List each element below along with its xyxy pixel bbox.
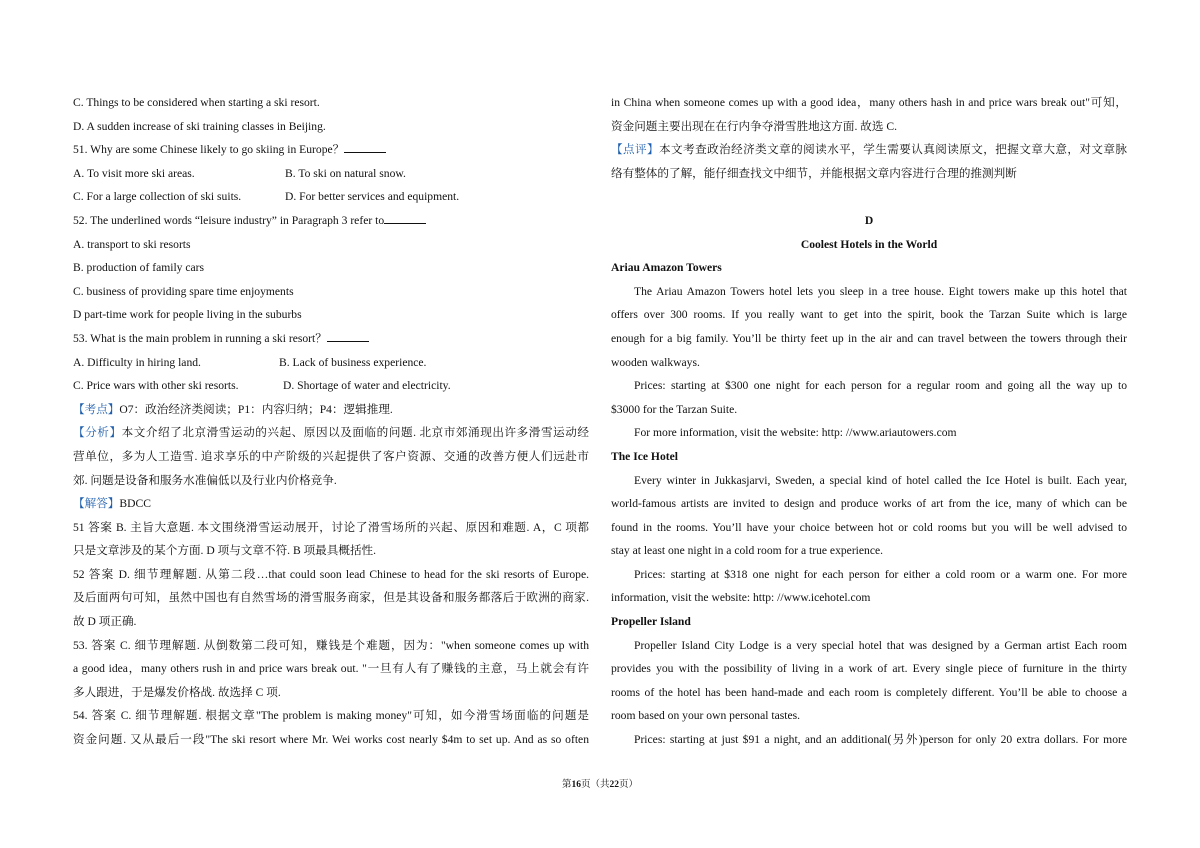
ariau-website: For more information, visit the website: http: //www.ariautowers.com — [634, 426, 957, 440]
option-50c: C. Things to be considered when starting a ski resort. — [73, 96, 320, 109]
propeller-line-4: room based on your own personal tastes. — [611, 709, 801, 723]
section-letter: D — [864, 213, 874, 227]
propeller-prices-line-1: Prices: starting at just $91 a night, and an additional(另外)person for only 20 extra dollars. For more — [634, 733, 1127, 747]
propeller-line-1: Propeller Island City Lodge is a very special hotel that was designed by a German artist Each room — [634, 638, 1127, 652]
answer-54-line-4: 资金问题主要出现在在行内争夺滑雪胜地这方面. 故选 C. — [611, 119, 897, 133]
answer-54-line-2: 资金问题. 又从最后一段"The ski resort where Mr. Wei works cost nearly $4m to set up. And as so often — [73, 733, 589, 747]
option-53b: B. Lack of business experience. — [279, 355, 427, 369]
answer-blank — [384, 211, 426, 224]
fenxi-tag: 【分析】 — [73, 426, 122, 440]
page-total: 22 — [609, 780, 619, 790]
option-52c: C. business of providing spare time enjoyments — [73, 284, 294, 298]
answer-52-line-3: 故 D 项正确. — [73, 615, 137, 629]
hotel-heading-ice: The Ice Hotel — [611, 449, 678, 463]
option-51d: D. For better services and equipment. — [285, 190, 460, 204]
dianping-line-1: 【点评】本文考查政治经济类文章的阅读水平，学生需要认真阅读原文，把握文章大意，对文章脉 — [611, 143, 1127, 157]
right-column — [611, 91, 1127, 752]
question-53: 53. What is the main problem in running a ski resort？ — [73, 327, 589, 351]
ice-line-1: Every winter in Jukkasjarvi, Sweden, a special kind of hotel called the Ice Hotel is built. Each year, — [634, 473, 1127, 487]
dianping-tag: 【点评】 — [611, 143, 660, 157]
answer-53-line-2: a good idea，many others rush in and price wars break out. "一旦有人有了赚钱的主意，马上就会有许 — [73, 662, 589, 676]
question-51: 51. Why are some Chinese likely to go skiing in Europe？ — [73, 138, 589, 162]
answer-52-line-1: 52 答案 D. 细节理解题. 从第二段…that could soon lead Chinese to head for the ski resorts of Europe. — [73, 567, 589, 581]
ice-prices-line-1: Prices: starting at $318 one night for each person for either a cold room or a warm one. For more — [634, 567, 1127, 581]
options-51cd — [73, 185, 589, 209]
jieda-line: 【解答】BDCC — [73, 497, 151, 511]
options-53cd — [73, 374, 589, 398]
answer-54-line-1: 54. 答案 C. 细节理解题. 根据文章"The problem is making money"可知，如今滑雪场面临的问题是 — [73, 709, 589, 723]
answer-52-line-2: 及后面两句可知，虽然中国也有自然雪场的滑雪服务商家，但是其设备和服务都落后于欧洲的商家. — [73, 591, 589, 605]
ice-line-4: stay at least one night in a cold room for a true experience. — [611, 544, 884, 558]
passage-title: Coolest Hotels in the World — [800, 237, 938, 251]
answer-51-line-2: 只是文章涉及的某个方面. D 项与文章不符. B 项最具概括性. — [73, 544, 377, 558]
page-number: 16 — [571, 780, 581, 790]
page-footer: 第16页（共22页） — [561, 780, 639, 790]
option-53a: A. Difficulty in hiring land. — [73, 355, 201, 369]
ariau-line-2: offers over 300 rooms. If you really want to get into the spirit, book the Tarzan Suite which is large — [611, 308, 1127, 322]
fenxi-line-2: 营单位，多为人工造雪. 追求享乐的中产阶级的兴起提供了客户资源、交通的改善方便人们远赴市 — [73, 449, 589, 463]
option-51b: B. To ski on natural snow. — [285, 166, 406, 180]
option-53d: D. Shortage of water and electricity. — [283, 379, 451, 393]
answer-blank — [327, 329, 369, 342]
ariau-prices-line-2: $3000 for the Tarzan Suite. — [611, 402, 738, 416]
propeller-line-3: rooms of the hotel has been hand-made and each room is completely different. You’ll be able to choose a — [611, 685, 1127, 699]
left-column — [73, 91, 589, 752]
answer-53-line-1: 53. 答案 C. 细节理解题. 从倒数第二段可知，赚钱是个难题，因为："when someone comes up with — [73, 638, 589, 652]
options-53ab — [73, 351, 589, 375]
ice-prices-line-2: information, visit the website: http: //www.icehotel.com — [611, 591, 871, 605]
ariau-line-4: wooden walkways. — [611, 355, 700, 369]
option-51a: A. To visit more ski areas. — [73, 166, 195, 180]
kaodian-line: 【考点】O7：政治经济类阅读；P1：内容归纳；P4：逻辑推理. — [73, 402, 393, 416]
kaodian-tag: 【考点】 — [73, 402, 120, 416]
option-53c: C. Price wars with other ski resorts. — [73, 379, 239, 393]
ariau-line-1: The Ariau Amazon Towers hotel lets you sleep in a tree house. Eight towers make up this hotel that — [634, 284, 1127, 298]
option-52d: D part-time work for people living in the suburbs — [73, 308, 302, 322]
ariau-line-3: enough for a big family. You’ll be thirty feet up in the air and can travel between the towers through their — [611, 331, 1127, 345]
spacer — [611, 185, 1127, 209]
hotel-heading-propeller: Propeller Island — [611, 615, 691, 629]
option-52a: A. transport to ski resorts — [73, 237, 191, 251]
options-51ab — [73, 162, 589, 186]
fenxi-line-3: 郊. 问题是设备和服务水准偏低以及行业内价格竞争. — [73, 473, 337, 487]
jieda-tag: 【解答】 — [73, 497, 120, 511]
option-50d: D. A sudden increase of ski training classes in Beijing. — [73, 119, 326, 133]
ice-line-3: found in the rooms. You’ll have your choice between hot or cold rooms but you will be well advised to — [611, 520, 1127, 534]
ice-line-2: world-famous artists are invited to design and produce works of art from the ice, many of which can be — [611, 497, 1127, 511]
option-52b: B. production of family cars — [73, 261, 205, 275]
question-52: 52. The underlined words “leisure industry” in Paragraph 3 refer to — [73, 209, 589, 233]
answer-54-line-3: in China when someone comes up with a good idea，many others hash in and price wars break out"可知， — [611, 96, 1127, 109]
ariau-prices-line-1: Prices: starting at $300 one night for each person for a regular room and going all the way up to — [634, 379, 1127, 393]
option-51c: C. For a large collection of ski suits. — [73, 190, 242, 204]
fenxi-line-1: 【分析】本文介绍了北京滑雪运动的兴起、原因以及面临的问题. 北京市郊涌现出许多滑雪运动经 — [73, 426, 589, 440]
answer-51-line-1: 51 答案 B. 主旨大意题. 本文围绕滑雪运动展开，讨论了滑雪场所的兴起、原因和难题. A，C 项都 — [73, 520, 589, 534]
answer-blank — [344, 140, 386, 153]
answer-53-line-3: 多人跟进，于是爆发价格战. 故选择 C 项. — [73, 685, 281, 699]
dianping-line-2: 络有整体的了解，能仔细查找文中细节，并能根据文章内容进行合理的推测判断 — [611, 166, 1017, 180]
propeller-line-2: provides you with the possibility of living in a work of art. Every single piece of furniture in the thirty — [611, 662, 1127, 676]
hotel-heading-ariau: Ariau Amazon Towers — [611, 261, 722, 275]
